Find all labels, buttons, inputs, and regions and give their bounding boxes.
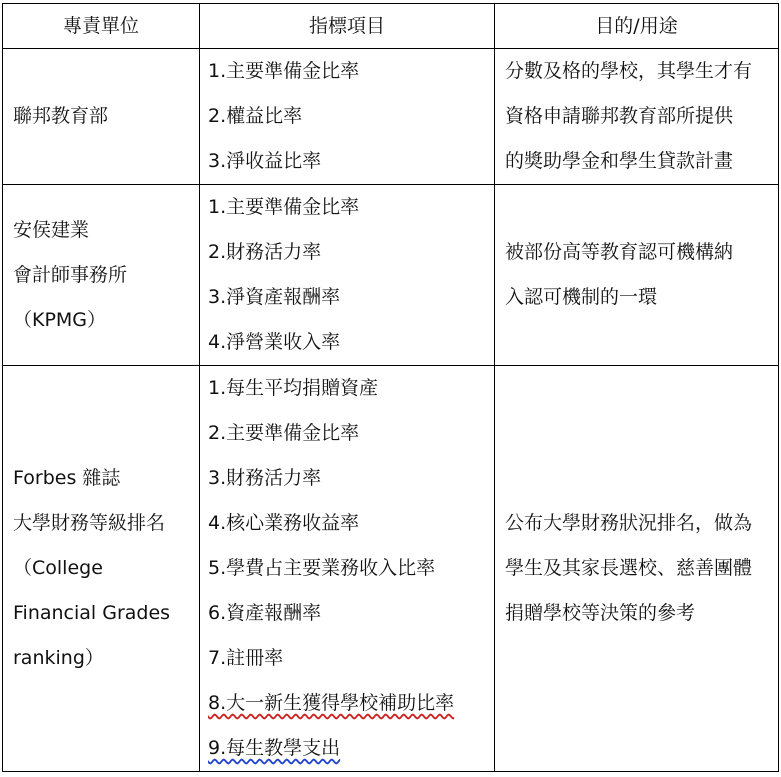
indicator-item: 8.大一新生獲得學校補助比率 bbox=[208, 692, 455, 714]
purpose-line: 資格申請聯邦教育部所提供 bbox=[505, 105, 734, 127]
unit-cell bbox=[3, 366, 200, 772]
purpose-line: 學生及其家長選校、慈善團體 bbox=[505, 557, 753, 579]
indicator-item: 1.主要準備金比率 bbox=[208, 60, 360, 82]
unit-line: （KPMG） bbox=[13, 308, 107, 331]
purpose-cell bbox=[495, 49, 779, 185]
table-row bbox=[3, 366, 779, 772]
table-row bbox=[3, 49, 779, 185]
header-row bbox=[3, 4, 779, 49]
purpose-line: 被部份高等教育認可機構納 bbox=[505, 241, 734, 263]
purpose-line: 的獎助學金和學生貸款計畫 bbox=[505, 150, 734, 172]
indicator-item: 5.學費占主要業務收入比率 bbox=[208, 557, 436, 579]
indicator-item: 3.淨收益比率 bbox=[208, 150, 322, 172]
indicator-item: 3.淨資產報酬率 bbox=[208, 286, 341, 308]
purpose-cell bbox=[495, 185, 779, 366]
unit-line: Financial Grades bbox=[13, 602, 171, 624]
finance-indicator-table bbox=[2, 3, 779, 772]
indicator-item: 4.核心業務收益率 bbox=[208, 512, 360, 534]
unit-line: Forbes 雜誌 bbox=[13, 467, 121, 489]
indicator-item: 2.財務活力率 bbox=[208, 241, 322, 263]
indicator-item: 4.淨營業收入率 bbox=[208, 331, 341, 353]
purpose-line: 捐贈學校等決策的參考 bbox=[505, 602, 696, 624]
unit-line: 會計師事務所 bbox=[13, 263, 128, 286]
indicators-cell bbox=[200, 49, 495, 185]
unit-line: ranking） bbox=[13, 647, 104, 669]
unit-line: 聯邦教育部 bbox=[13, 105, 109, 127]
purpose-line: 分數及格的學校，其學生才有 bbox=[505, 60, 753, 82]
purpose-line: 公布大學財務狀況排名，做為 bbox=[505, 512, 753, 534]
unit-line: 安侯建業 bbox=[13, 218, 90, 241]
indicator-item: 2.主要準備金比率 bbox=[208, 422, 360, 444]
indicator-item: 7.註冊率 bbox=[208, 647, 284, 669]
purpose-cell bbox=[495, 366, 779, 772]
unit-line: 大學財務等級排名 bbox=[13, 512, 166, 534]
indicator-item: 1.每生平均捐贈資產 bbox=[208, 377, 379, 399]
indicator-item: 3.財務活力率 bbox=[208, 467, 322, 489]
indicators-cell bbox=[200, 366, 495, 772]
unit-cell bbox=[3, 185, 200, 366]
indicator-item: 9.每生教學支出 bbox=[208, 737, 341, 759]
indicator-item: 1.主要準備金比率 bbox=[208, 196, 360, 218]
unit-cell bbox=[3, 49, 200, 185]
table-row bbox=[3, 185, 779, 366]
header-purpose: 目的/用途 bbox=[495, 4, 779, 49]
indicators-cell bbox=[200, 185, 495, 366]
unit-line: （College bbox=[13, 557, 103, 579]
header-indicators: 指標項目 bbox=[200, 4, 495, 49]
indicator-item: 6.資產報酬率 bbox=[208, 602, 322, 624]
indicator-item: 2.權益比率 bbox=[208, 105, 303, 127]
header-unit: 專責單位 bbox=[3, 4, 200, 49]
purpose-line: 入認可機制的一環 bbox=[505, 286, 658, 308]
